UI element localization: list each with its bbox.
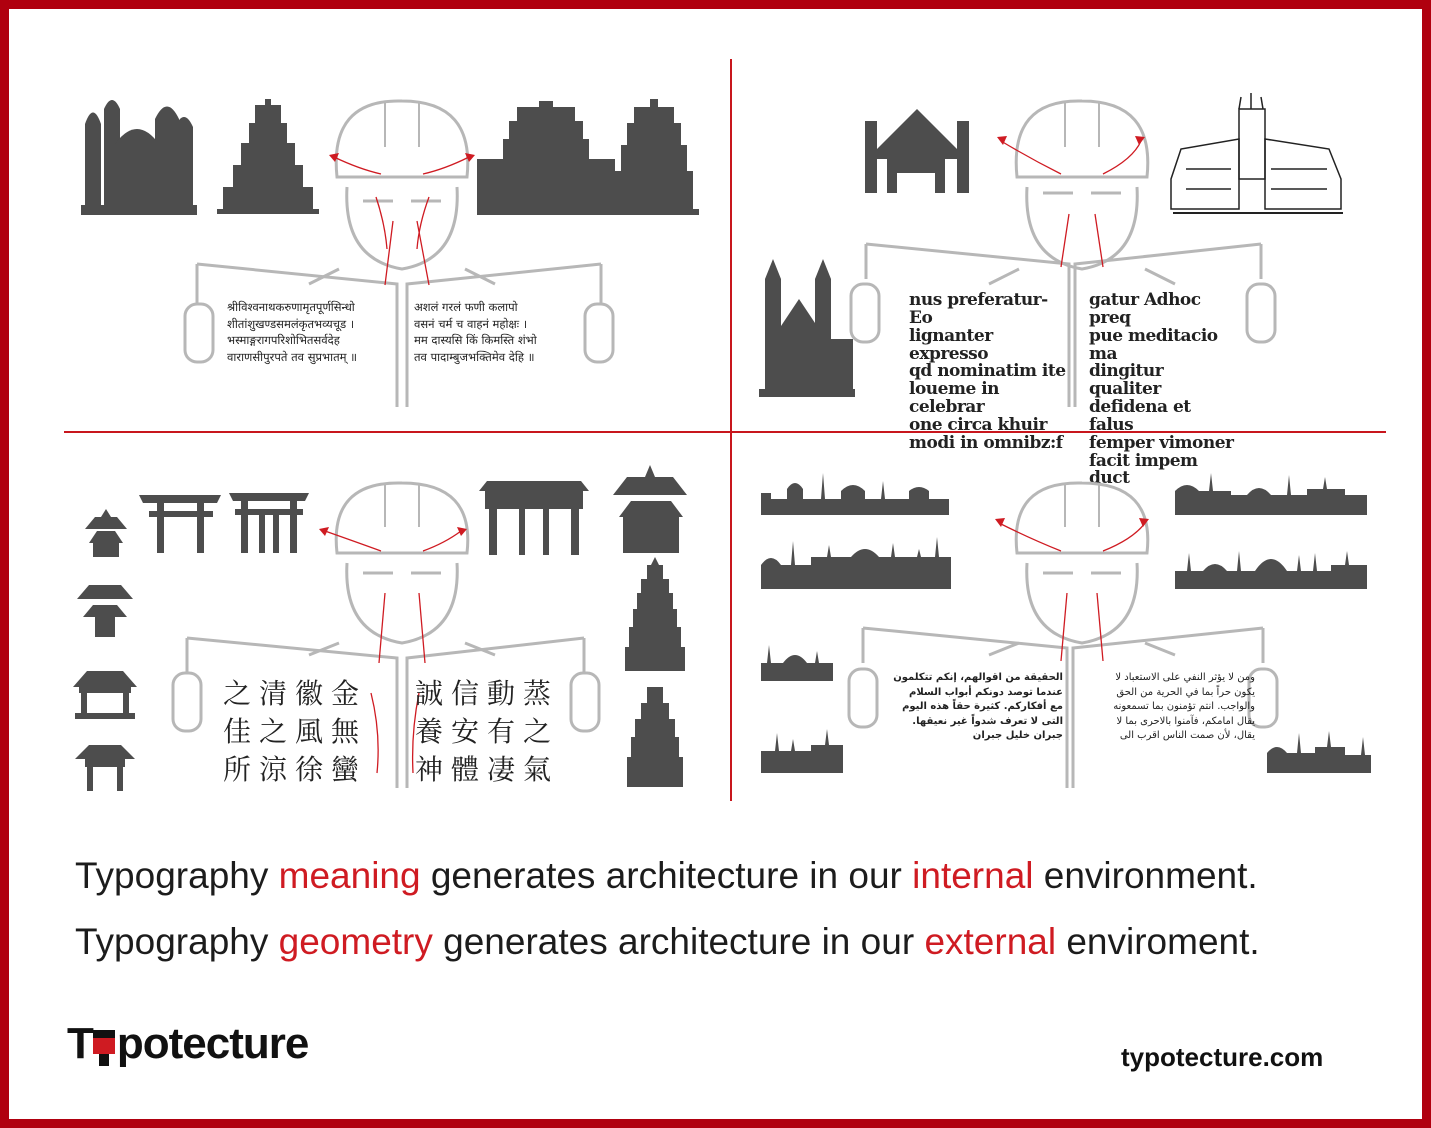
indian-right-page [414,299,584,366]
tagline-highlight: external [924,921,1057,962]
text-line: भस्माङ्गरागपरिशोभितसर्वदेह [227,333,340,348]
text-line: مع أفكاركم. كثيرة حقاً هذه اليوم [902,701,1063,712]
tagline-highlight: geometry [278,921,433,962]
skyline-5-icon [1175,473,1367,515]
tagline-highlight: internal [912,855,1034,896]
cathedral-engraving-icon [1171,93,1343,213]
text-line: वसनं चर्म च वाहनं महोक्षः । [414,316,528,331]
tagline-1 [75,855,1258,897]
panel-gothic [731,9,1431,489]
text-line: الحقيقة من اقوالهم، إنكم تتكلمون [893,672,1063,683]
logo-wordmark: potecture [116,1019,309,1068]
torii-gate-icon [139,495,221,553]
text-line: तव पादाम्बुजभक्तिमेव देहि ॥ [414,350,535,365]
logo-t: T [67,1019,93,1068]
text-line: gatur Adhoc preq [1089,290,1201,328]
text-line: one circa khuir [909,414,1047,435]
tagline-text: environment. [1033,855,1258,896]
website-url[interactable]: typotecture.com [1121,1042,1324,1072]
stacked-pagoda-icon [627,687,683,787]
shrine-gate-icon [229,493,309,553]
panel-indian [9,9,730,429]
temple-hall-icon [613,465,687,553]
text-line: التى لا تعرف شدواً غير نعيقها. [912,715,1063,727]
small-pavilion-icon [77,585,133,637]
logo-mark-icon [93,1019,117,1069]
chinese-right-page [415,675,565,788]
text-line: 之清徽金 [223,677,368,710]
text-line: جبران خليل جبران [972,730,1063,741]
text-line: 所涼徐蠻 [223,752,368,786]
skyline-3-icon [761,645,833,681]
text-line: عندما توصد دونكم أبواب السلام [909,686,1063,698]
text-line: يكون حراً بما في الحرية من الحق [1116,686,1255,698]
text-line: श्रीविश्वनाथकरुणामृतपूर्णसिन्धो [227,300,355,314]
arabic-right-page [1083,671,1255,744]
skyline-4-icon [761,729,843,773]
gothic-left-page [909,292,1069,453]
tagline-text: generates architecture in our [432,921,925,962]
arrow-heads [319,527,467,536]
text-line: 佳之風無 [223,714,368,748]
arrow-heads [329,153,475,162]
arabic-left-page [881,671,1063,744]
text-line: loueme in celebrar [909,379,1000,418]
gopuram-icon [477,101,615,215]
typotecture-logo[interactable] [67,1019,308,1069]
text-line: والواجب. انتم تؤمنون بما تسمعونه [1113,701,1255,712]
panel-chinese [9,433,730,813]
panel-arabic [731,433,1431,813]
gazebo-icon [73,671,137,719]
text-line: शीतांशुखण्डसमलंकृतभव्यचूड । [227,316,355,331]
pagoda-pavilion-icon [85,509,127,557]
stepped-tower-icon [217,99,319,214]
pavilion-ruin-icon [865,109,969,193]
text-line: facit impem duct [1089,450,1198,489]
gothic-illustration [731,9,1431,429]
hindu-temple-icon [81,100,197,215]
text-line: femper vimoner [1089,432,1234,453]
ornate-tower-icon [609,99,699,215]
text-line: dingitur qualiter [1089,361,1164,400]
tagline-2 [75,921,1260,963]
gothic-church-icon [759,259,855,397]
tall-pagoda-icon [625,557,685,671]
text-line: 神體凄氣 [415,752,560,786]
text-line: qd nominatim ite [909,361,1066,382]
tagline-text: generates architecture in our [420,855,913,896]
indian-illustration [9,9,730,429]
text-line: वाराणसीपुरपते तव सुप्रभातम् ॥ [227,350,358,365]
tagline-text: Typography [75,921,279,962]
chinese-left-page [223,675,373,788]
text-line: 誠信動蒸 [415,677,560,710]
tiered-pavilion-icon [75,745,135,791]
text-line: nus preferatur-Eo [909,290,1048,328]
paifang-gate-icon [479,481,589,555]
text-line: defidena et falus [1089,397,1191,435]
arabic-illustration [731,433,1431,813]
text-line: يقال، لأن صمت الناس اقرب الى [1119,730,1255,741]
text-line: يقال امامكم، فآمنوا بالاحرى بما لا [1116,715,1255,727]
text-line: lignanter expresso [909,325,993,364]
text-line: ومن لا يؤثر النفي على الاستعباد لا [1115,672,1255,683]
text-line: मम दास्यसि किं किमस्ति शंभो [414,333,537,348]
tagline-text: Typography [75,855,279,896]
tagline-highlight: meaning [278,855,421,896]
text-line: pue meditacio ma [1089,325,1218,364]
indian-left-page [227,299,397,366]
tagline-text: enviroment. [1056,921,1260,962]
text-line: अशलं गरलं फणी कलापो [414,300,518,314]
text-line: modi in omnibz:f [909,432,1063,453]
skyline-1-icon [761,473,949,515]
skyline-2-icon [761,537,951,589]
text-line: 養安有之 [415,714,560,748]
